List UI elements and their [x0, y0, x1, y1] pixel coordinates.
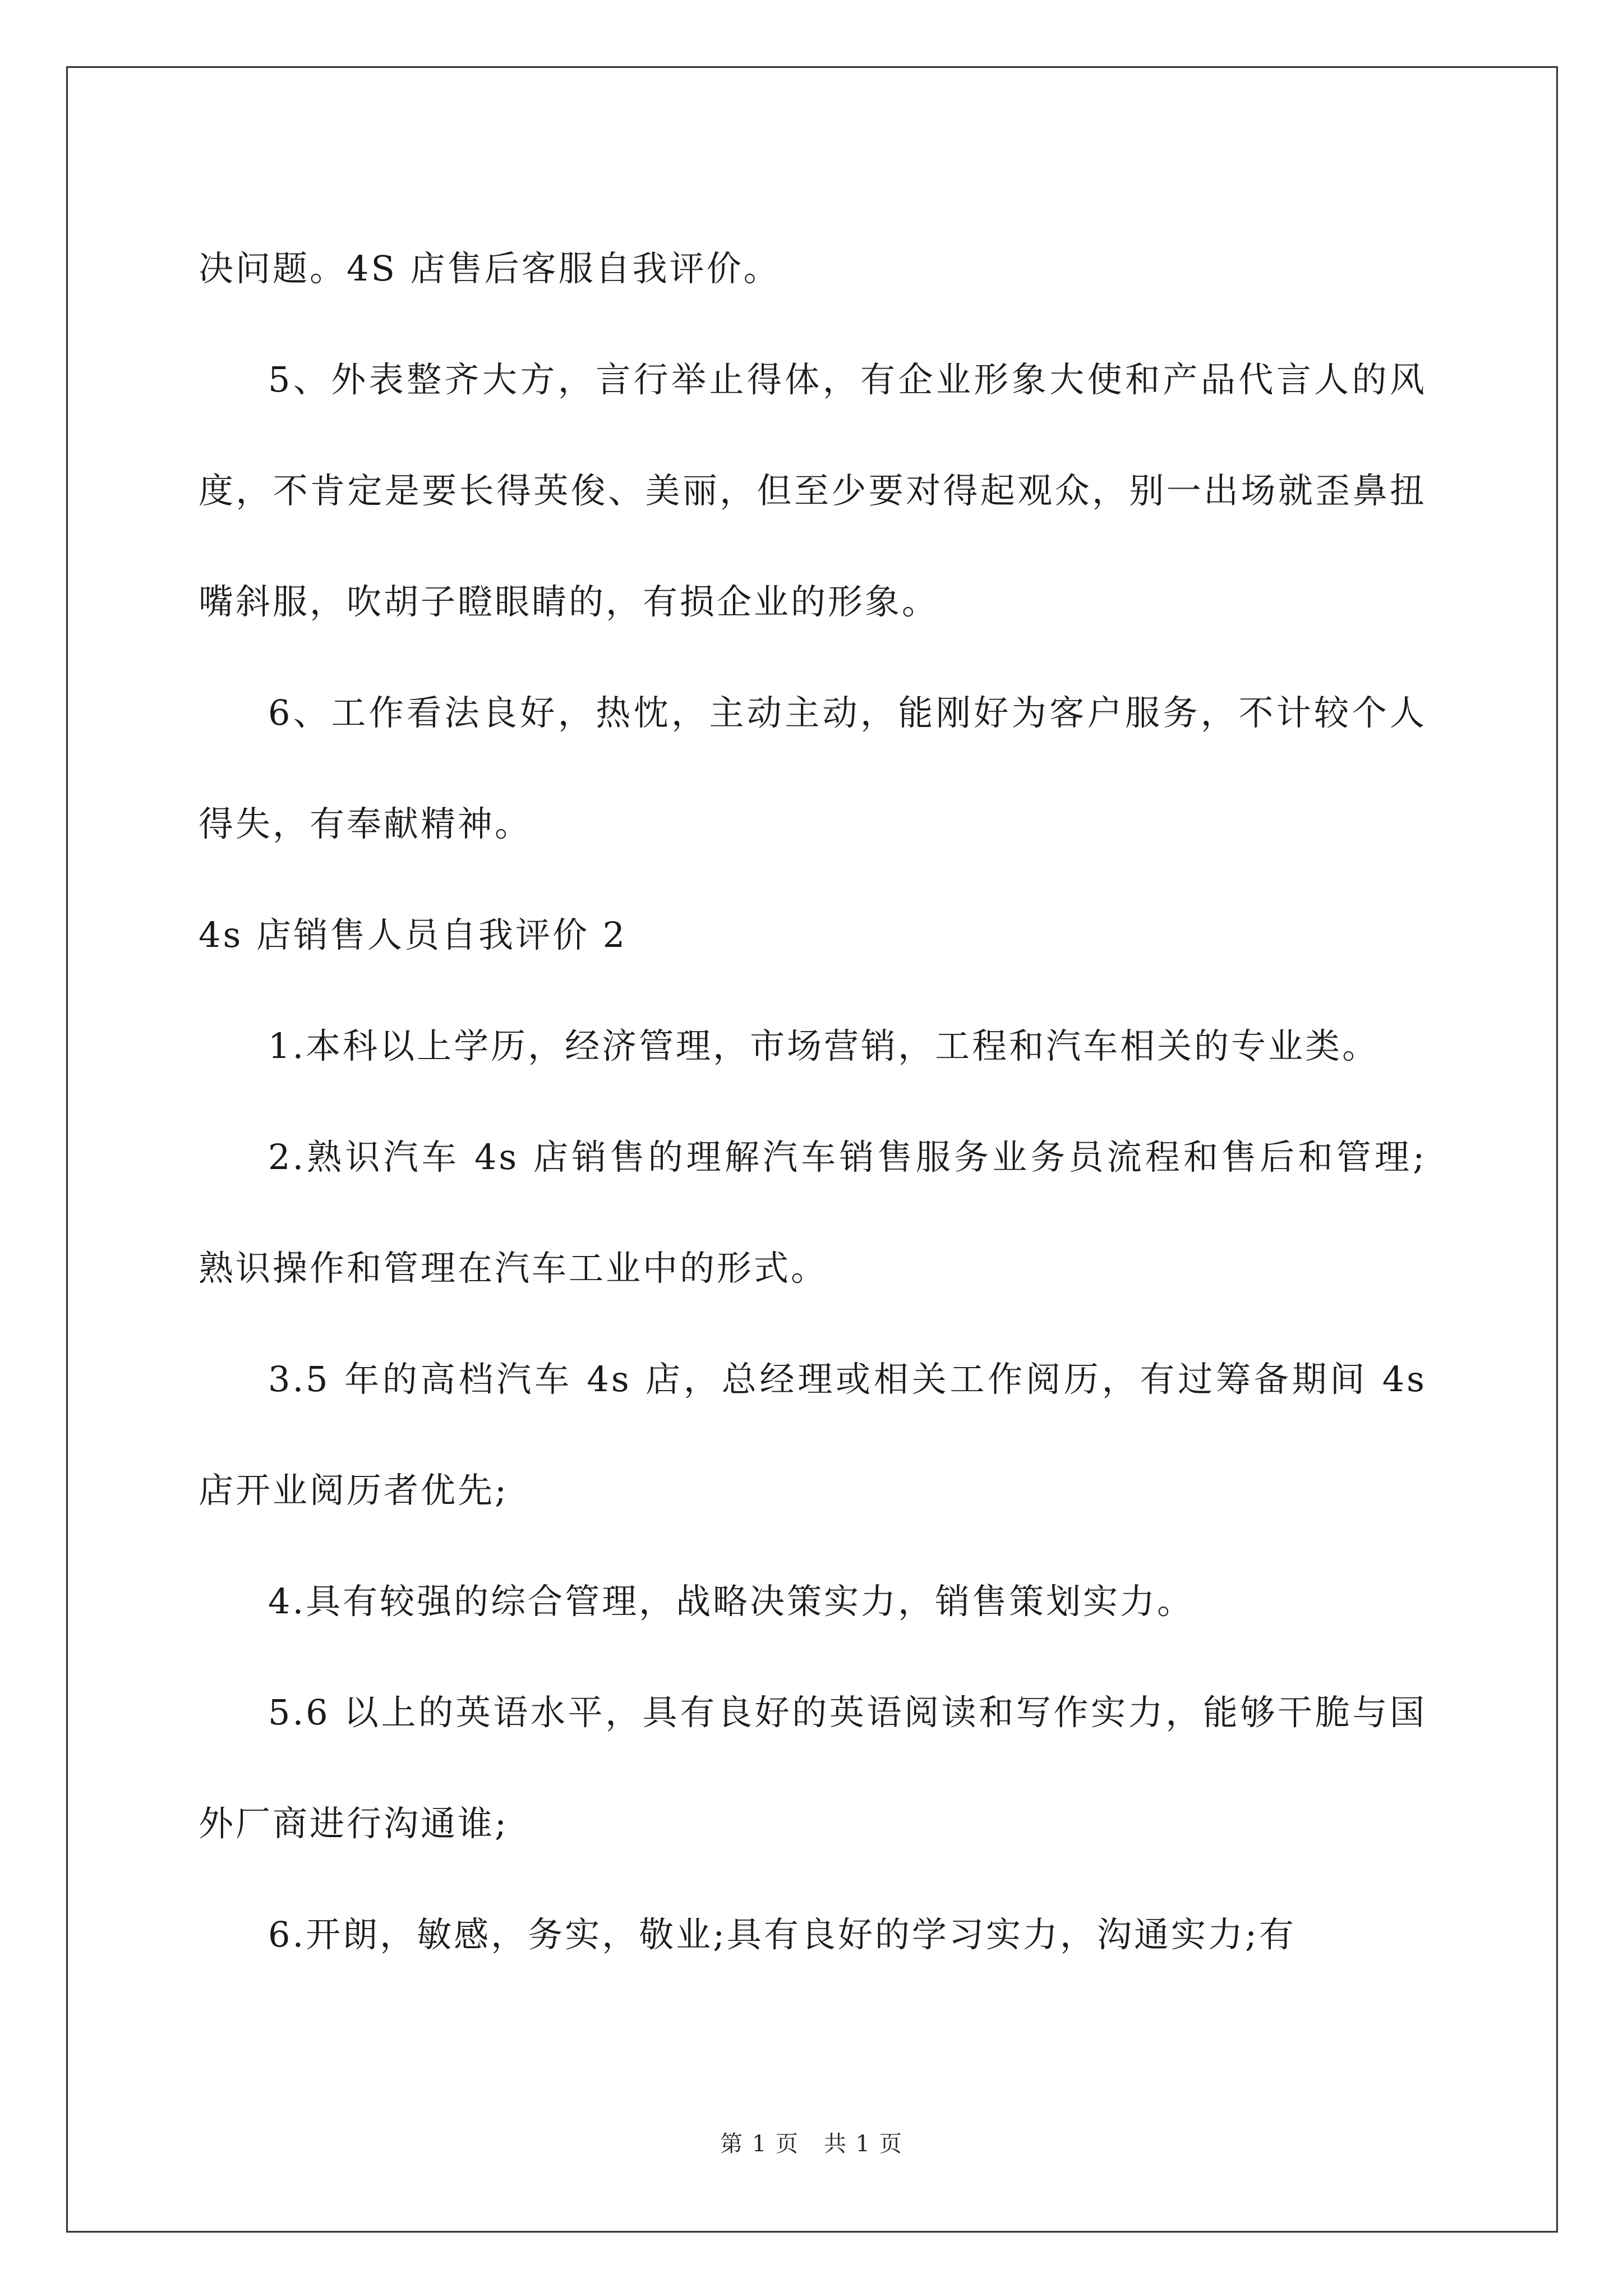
paragraph-item-5: 5、外表整齐大方，言行举止得体，有企业形象大使和产品代言人的风度，不肯定是要长得英俊、美丽，但至少要对得起观众，别一出场就歪鼻扭嘴斜服，吹胡子瞪眼睛的，有损企业的形象。 — [199, 359, 1427, 622]
list-item: 3.5 年的高档汽车 4s 店，总经理或相关工作阅历，有过筹备期间 4s 店开业阅历者优先; — [199, 1359, 1427, 1511]
document-body — [199, 213, 1427, 1990]
paragraph-item-6: 6、工作看法良好，热忱，主动主动，能刚好为客户服务，不计较个人得失，有奉献精神。 — [199, 692, 1427, 844]
page-number: 第 1 页 — [720, 2131, 799, 2157]
list-item: 5.6 以上的英语水平，具有良好的英语阅读和写作实力，能够干脆与国外厂商进行沟通谁; — [199, 1692, 1427, 1844]
page-total: 共 1 页 — [824, 2131, 903, 2157]
list-item: 1.本科以上学历，经济管理，市场营销，工程和汽车相关的专业类。 — [268, 1025, 1380, 1066]
page-footer — [0, 2126, 1623, 2158]
list-item: 6.开朗，敏感，务实，敬业;具有良好的学习实力，沟通实力;有 — [268, 1914, 1296, 1955]
list-item: 2.熟识汽车 4s 店销售的理解汽车销售服务业务员流程和售后和管理;熟识操作和管理在汽车工业中的形式。 — [199, 1137, 1427, 1289]
section-heading: 4s 店销售人员自我评价 2 — [199, 914, 628, 955]
paragraph-continuation: 决问题。4S 店售后客服自我评价。 — [199, 248, 781, 289]
list-item: 4.具有较强的综合管理，战略决策实力，销售策划实力。 — [268, 1581, 1195, 1622]
